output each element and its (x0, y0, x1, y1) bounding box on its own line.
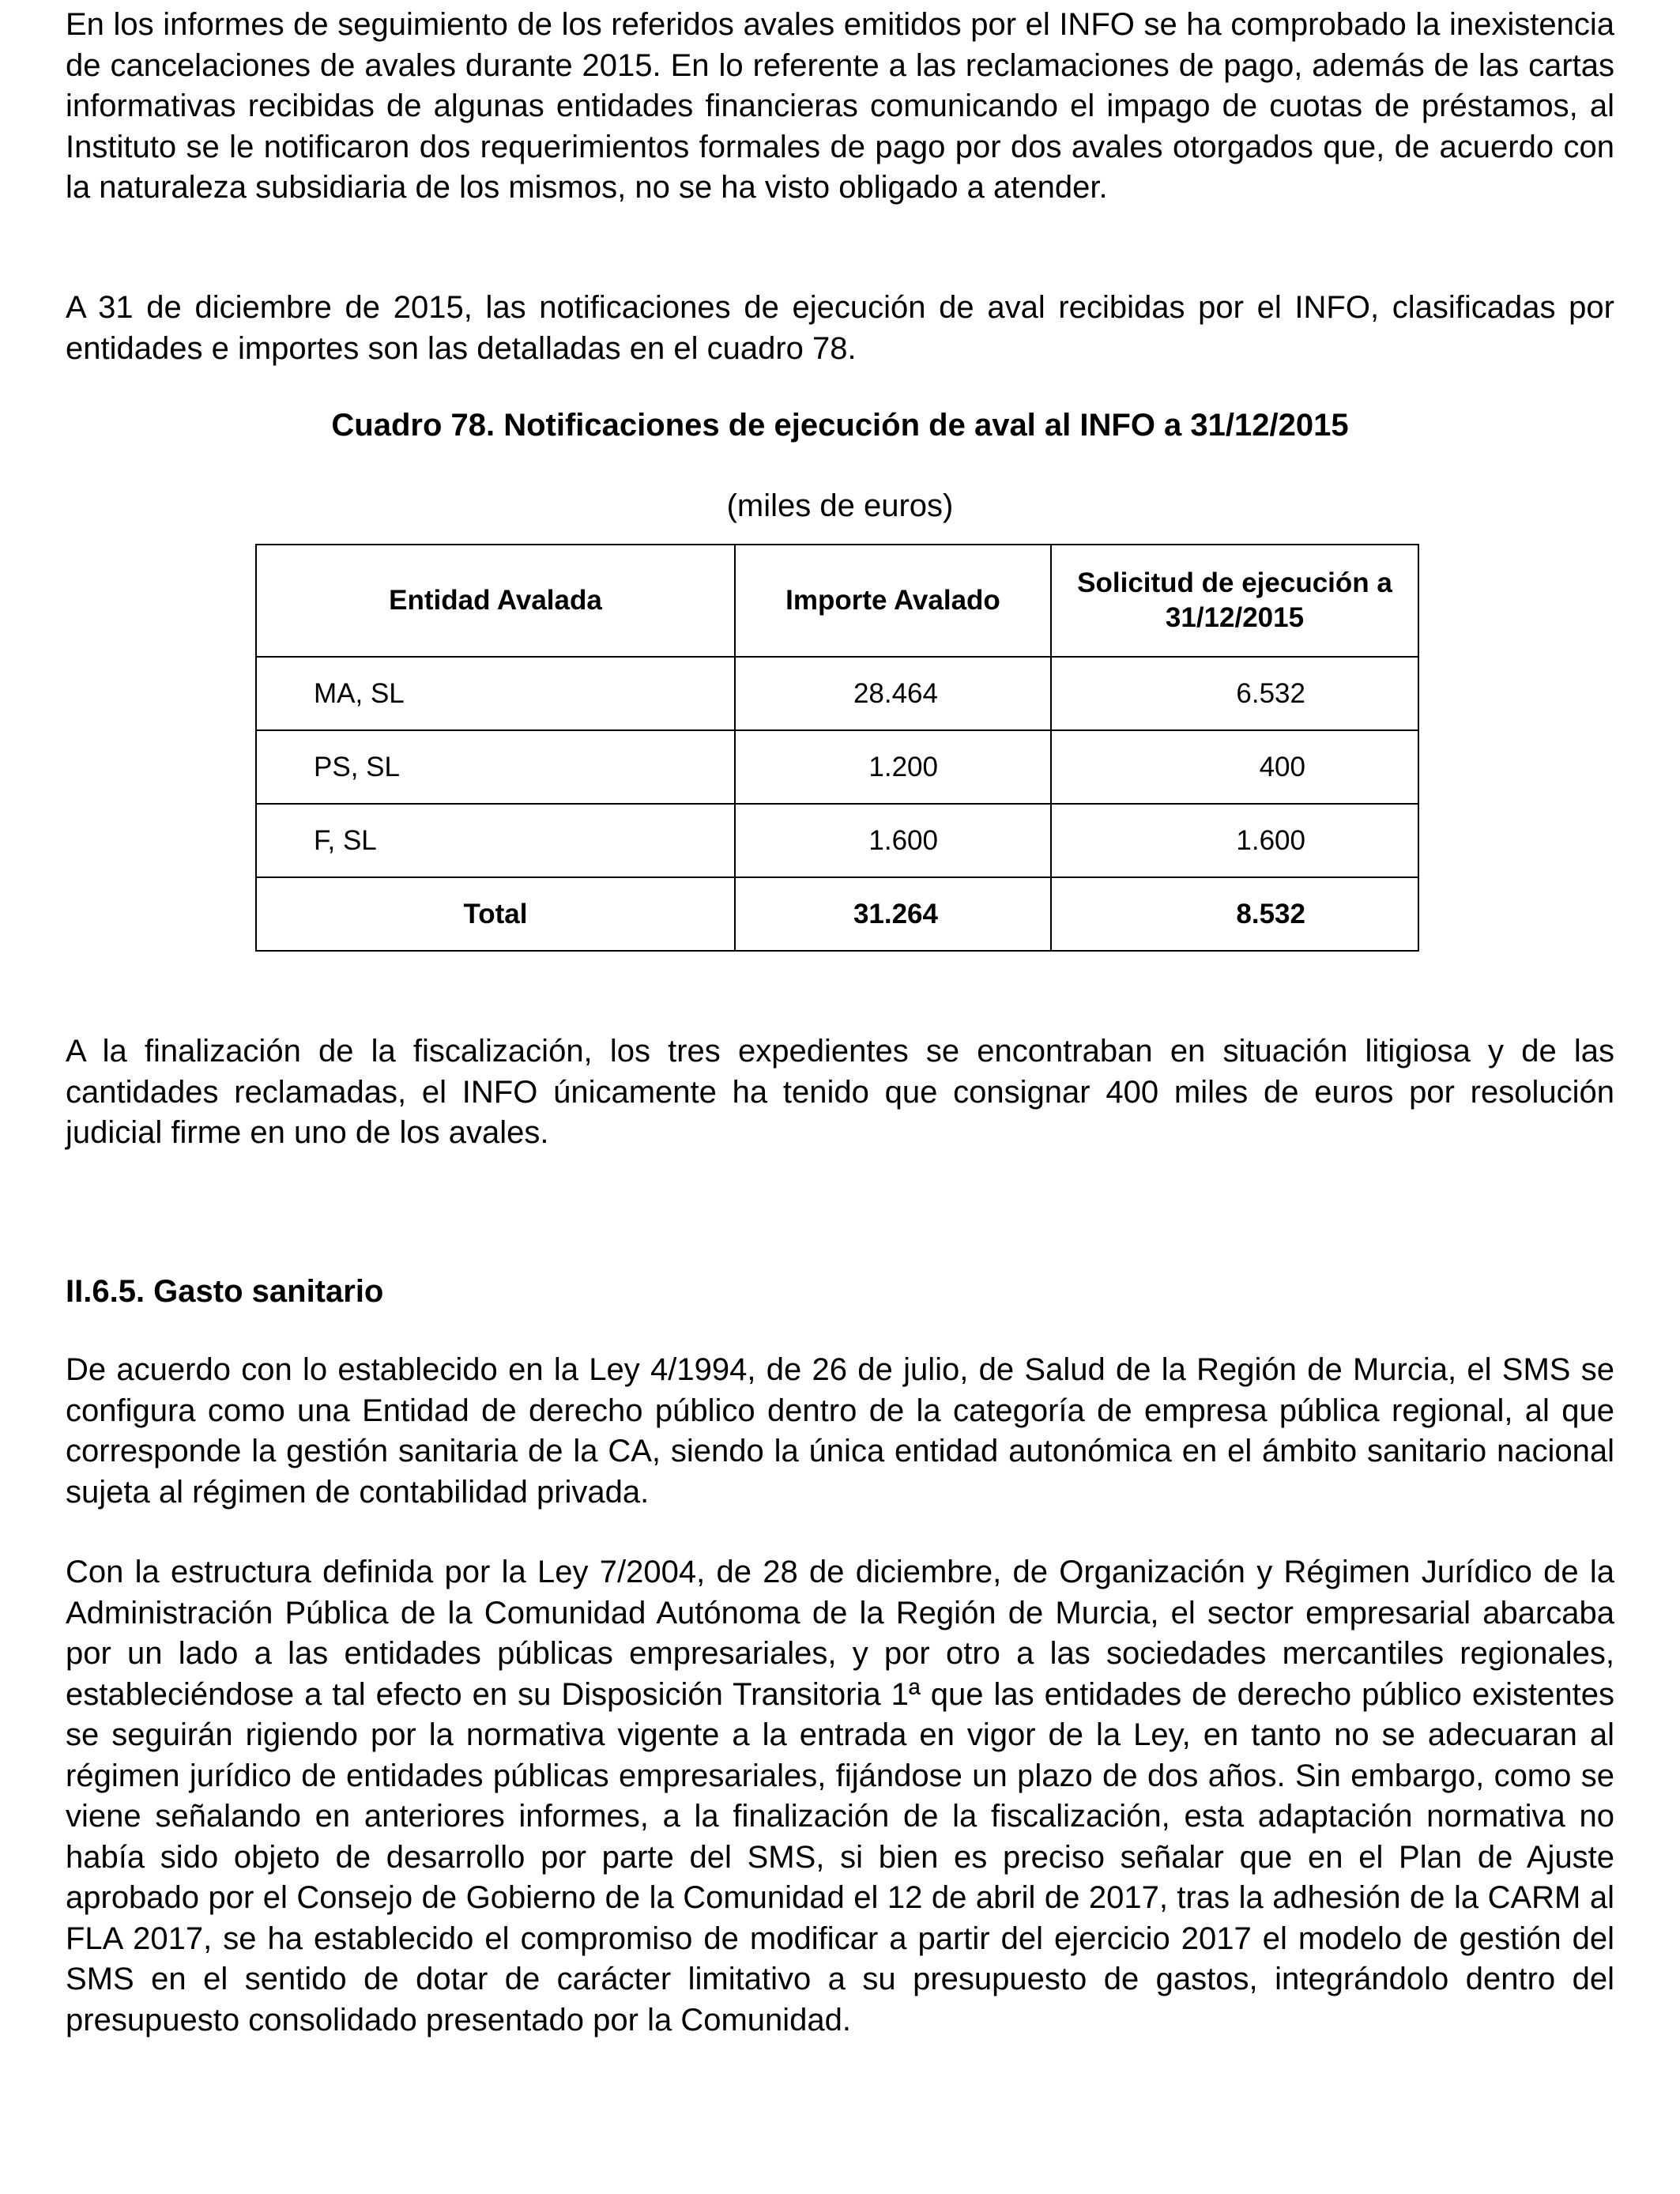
table-header-row (256, 545, 1418, 657)
cell-entidad: F, SL (256, 804, 735, 877)
cell-solicitud: 400 (1051, 730, 1418, 804)
paragraph-ley-salud: De acuerdo con lo establecido en la Ley 4/1994, de 26 de julio, de Salud de la Región de Murcia, el SMS se configura como una Entidad de derecho público dentro de la categoría de empresa pública regional, al que corresponde la gestión sanitaria de la CA, siendo la única entidad autonómica en el ámbito sanitario nacional sujeta al régimen de contabilidad privada. (66, 1352, 1614, 1510)
paragraph-notificaciones-ejecucion: A 31 de diciembre de 2015, las notificaciones de ejecución de aval recibidas por el INFO, clasificadas por entidades e importes son las detalladas en el cuadro 78. (66, 290, 1614, 366)
table-total-row (256, 877, 1418, 951)
paragraph-estructura-ley: Con la estructura definida por la Ley 7/2004, de 28 de diciembre, de Organización y Régimen Jurídico de la Administración Pública de la Comunidad Autónoma de la Región de Murcia, el sector empresarial abarcaba por un lado a las entidades públicas empresariales, y por otro a las sociedades mercantiles regionales, estableciéndose a tal efecto en su Disposición Transitoria 1ª que las entidades de derecho público existentes se seguirán rigiendo por la normativa vigente a la entrada en vigor de la Ley, en tanto no se adecuaran al régimen jurídico de entidades públicas empresariales, fijándose un plazo de dos años. Sin embargo, como se viene señalando en anteriores informes, a la finalización de la fiscalización, esta adaptación normativa no había sido objeto de desarrollo por parte del SMS, si bien es preciso señalar que en el Plan de Ajuste aprobado por el Consejo de Gobierno de la Comunidad el 12 de abril de 2017, tras la adhesión de la CARM al FLA 2017, se ha establecido el compromiso de modificar a partir del ejercicio 2017 el modelo de gestión del SMS en el sentido de dotar de carácter limitativo a su presupuesto de gastos, integrándolo dentro del presupuesto consolidado presentado por la Comunidad. (66, 1555, 1614, 2038)
paragraph-avales-seguimiento: En los informes de seguimiento de los referidos avales emitidos por el INFO se ha comprobado la inexistencia de cancelaciones de avales durante 2015. En lo referente a las reclamaciones de pago, además de las cartas informativas recibidas de algunas entidades financieras comunicando el impago de cuotas de préstamos, al Instituto se le notificaron dos requerimientos formales de pago por dos avales otorgados que, de acuerdo con la naturaleza subsidiaria de los mismos, no se ha visto obligado a atender. (66, 7, 1614, 205)
cell-total-label: Total (256, 877, 735, 951)
cell-solicitud: 6.532 (1051, 657, 1418, 730)
cell-importe: 1.600 (735, 804, 1051, 877)
cuadro-78-table (255, 544, 1419, 952)
cell-importe: 1.200 (735, 730, 1051, 804)
cell-entidad: MA, SL (256, 657, 735, 730)
cell-total-solicitud: 8.532 (1051, 877, 1418, 951)
header-solicitud-ejecucion (1051, 545, 1418, 657)
header-importe-avalado: Importe Avalado (735, 545, 1051, 657)
header-solicitud-ejecucion-text: Solicitud de ejecución a 31/12/2015 (1077, 567, 1392, 633)
table-row (256, 804, 1418, 877)
cell-entidad: PS, SL (256, 730, 735, 804)
table-row (256, 657, 1418, 730)
cell-total-importe: 31.264 (735, 877, 1051, 951)
table-caption: Cuadro 78. Notificaciones de ejecución de aval al INFO a 31/12/2015 (331, 408, 1349, 443)
table-units: (miles de euros) (726, 488, 954, 523)
section-heading: II.6.5. Gasto sanitario (66, 1274, 384, 1309)
cell-solicitud: 1.600 (1051, 804, 1418, 877)
cell-importe: 28.464 (735, 657, 1051, 730)
table-row (256, 730, 1418, 804)
header-entidad-avalada: Entidad Avalada (256, 545, 735, 657)
paragraph-finalizacion-fiscalizacion: A la finalización de la fiscalización, los tres expedientes se encontraban en situación litigiosa y de las cantidades reclamadas, el INFO únicamente ha tenido que consignar 400 miles de euros por resolución judicial firme en uno de los avales. (66, 1034, 1614, 1150)
